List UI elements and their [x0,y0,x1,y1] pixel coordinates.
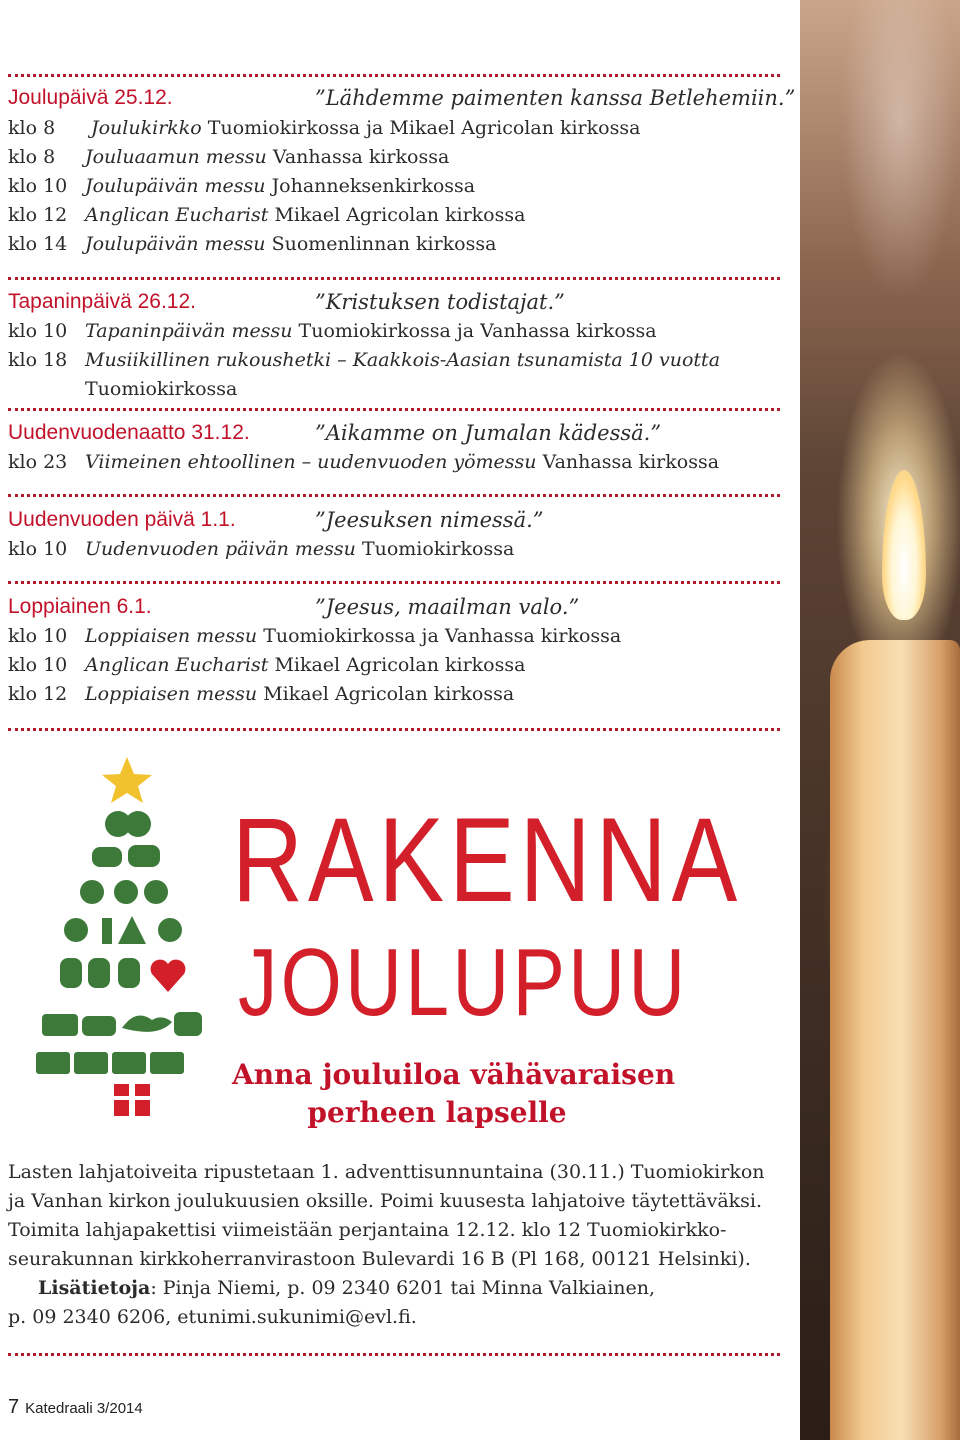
campaign-tagline: Anna jouluiloa vähävaraisen [232,1058,676,1091]
section-theme: ”Lähdemme paimenten kanssa Betlehemiin.” [315,86,796,110]
sheep-icon [92,847,122,867]
event-place: Tuomiokirkossa ja Mikael Agricolan kirkossa [207,117,641,139]
section-theme: ”Jeesus, maailman valo.” [315,595,580,619]
event-time: klo 12 [8,204,68,226]
event-name: Joulukirkko [91,117,202,139]
event-name: Tapaninpäivän messu [85,320,293,342]
candle-illustration [830,640,960,1440]
event-description [85,683,514,705]
tree-icon [118,916,146,944]
event-place: Mikael Agricolan kirkossa [274,204,526,226]
separator [8,277,780,280]
star-icon [102,757,152,803]
event-time: klo 8 [8,146,56,168]
event-description [85,175,475,197]
smoke-illustration [840,0,960,300]
sheep-icon [128,845,160,867]
event-time: klo 10 [8,175,68,197]
event-name: Joulupäivän messu [85,175,266,197]
event-name: Anglican Eucharist [85,204,269,226]
mitten-icon [118,958,140,988]
event-place: Vanhassa kirkossa [542,451,720,473]
train-icon [36,1052,70,1074]
campaign-title: RAKENNA [232,793,743,927]
section-theme: ”Jeesuksen nimessä.” [315,508,544,532]
separator [8,1353,780,1356]
section-title: Loppiainen 6.1. [8,595,152,618]
section-title: Uudenvuodenaatto 31.12. [8,421,250,444]
snowflake-icon [80,880,104,904]
event-description [85,320,657,342]
body-text: Lasten lahjatoiveita ripustetaan 1. adventtisunnuntaina (30.11.) Tuomiokirkon [8,1161,765,1183]
info-label: Lisätietoja [38,1277,151,1299]
event-name: Musiikillinen rukoushetki – Kaakkois-Aasian tsunamista 10 vuotta [85,349,721,371]
section-title: Joulupäivä 25.12. [8,86,173,109]
separator [8,581,780,584]
mitten-icon [60,958,82,988]
train-car-icon [74,1052,108,1074]
car-icon [82,1016,116,1036]
flame-illustration [882,470,926,620]
event-place: Tuomiokirkossa [361,538,515,560]
event-time: klo 23 [8,451,68,473]
heart-icon [151,960,186,992]
event-description [91,117,640,139]
ornament-icon [144,880,168,904]
campaign-subtitle: JOULUPUU [238,929,689,1036]
candle-photo [800,0,960,1440]
page-footer [8,1396,143,1419]
event-time: klo 14 [8,233,68,255]
section-title: Uudenvuoden päivä 1.1. [8,508,236,531]
train-car-icon [150,1052,184,1074]
dove-icon [122,1016,172,1032]
gingerbread-icon [114,880,138,904]
event-time: klo 10 [8,320,68,342]
event-place: Mikael Agricolan kirkossa [274,654,526,676]
event-place: Suomenlinnan kirkossa [271,233,497,255]
event-time: klo 18 [8,349,68,371]
candle-icon [102,918,112,944]
horse-icon [174,1012,202,1036]
separator [8,74,780,77]
section-theme: ”Aikamme on Jumalan kädessä.” [315,421,662,445]
train-car-icon [112,1052,146,1074]
event-place: Tuomiokirkossa ja Vanhassa kirkossa [298,320,657,342]
event-description [85,233,496,255]
truck-icon [42,1014,78,1036]
event-name: Loppiaisen messu [85,683,258,705]
christmas-tree-illustration [30,752,205,1122]
separator [8,494,780,497]
bell-icon [125,811,151,837]
event-name: Jouluaamun messu [85,146,267,168]
page-number: 7 [8,1396,20,1418]
separator [8,408,780,411]
snowflake-icon [64,918,88,942]
event-description [85,451,719,473]
event-place: Tuomiokirkossa ja Vanhassa kirkossa [263,625,622,647]
snowflake-icon [158,918,182,942]
event-name: Anglican Eucharist [85,654,269,676]
body-text: ja Vanhan kirkon joulukuusien oksille. Poimi kuusesta lahjatoive täytettäväksi. [8,1190,763,1212]
event-place: Mikael Agricolan kirkossa [263,683,515,705]
event-name: Viimeinen ehtoollinen – uudenvuoden yömessu [85,451,537,473]
event-description [85,204,525,226]
event-description [85,146,449,168]
event-name: Uudenvuoden päivän messu [85,538,356,560]
event-name: Joulupäivän messu [85,233,266,255]
event-place: Johanneksenkirkossa [271,175,476,197]
event-place: Vanhassa kirkossa [272,146,450,168]
section-theme: ”Kristuksen todistajat.” [315,290,565,314]
body-text: seurakunnan kirkkoherranvirastoon Bulevardi 16 B (Pl 168, 00121 Helsinki). [8,1248,751,1270]
section-title: Tapaninpäivä 26.12. [8,290,196,313]
contact-info [38,1277,655,1299]
separator [8,728,780,731]
body-text: Toimita lahjapakettisi viimeistään perjantaina 12.12. klo 12 Tuomiokirkko- [8,1219,727,1241]
event-time: klo 12 [8,683,68,705]
contact-info: p. 09 2340 6206, etunimi.sukunimi@evl.fi. [8,1306,417,1328]
campaign-tagline: perheen lapselle [307,1096,567,1129]
mitten-icon [88,958,110,988]
event-description [85,625,621,647]
event-time: klo 8 [8,117,56,139]
event-time: klo 10 [8,625,68,647]
event-description [85,654,525,676]
event-time: klo 10 [8,654,68,676]
contact-names: : Pinja Niemi, p. 09 2340 6201 tai Minna Valkiainen, [150,1277,656,1299]
gift-icon [114,1084,150,1116]
event-description [85,349,720,371]
event-place: Tuomiokirkossa [85,378,238,400]
event-description [85,538,514,560]
magazine-name: Katedraali 3/2014 [25,1400,143,1417]
event-name: Loppiaisen messu [85,625,258,647]
event-time: klo 10 [8,538,68,560]
